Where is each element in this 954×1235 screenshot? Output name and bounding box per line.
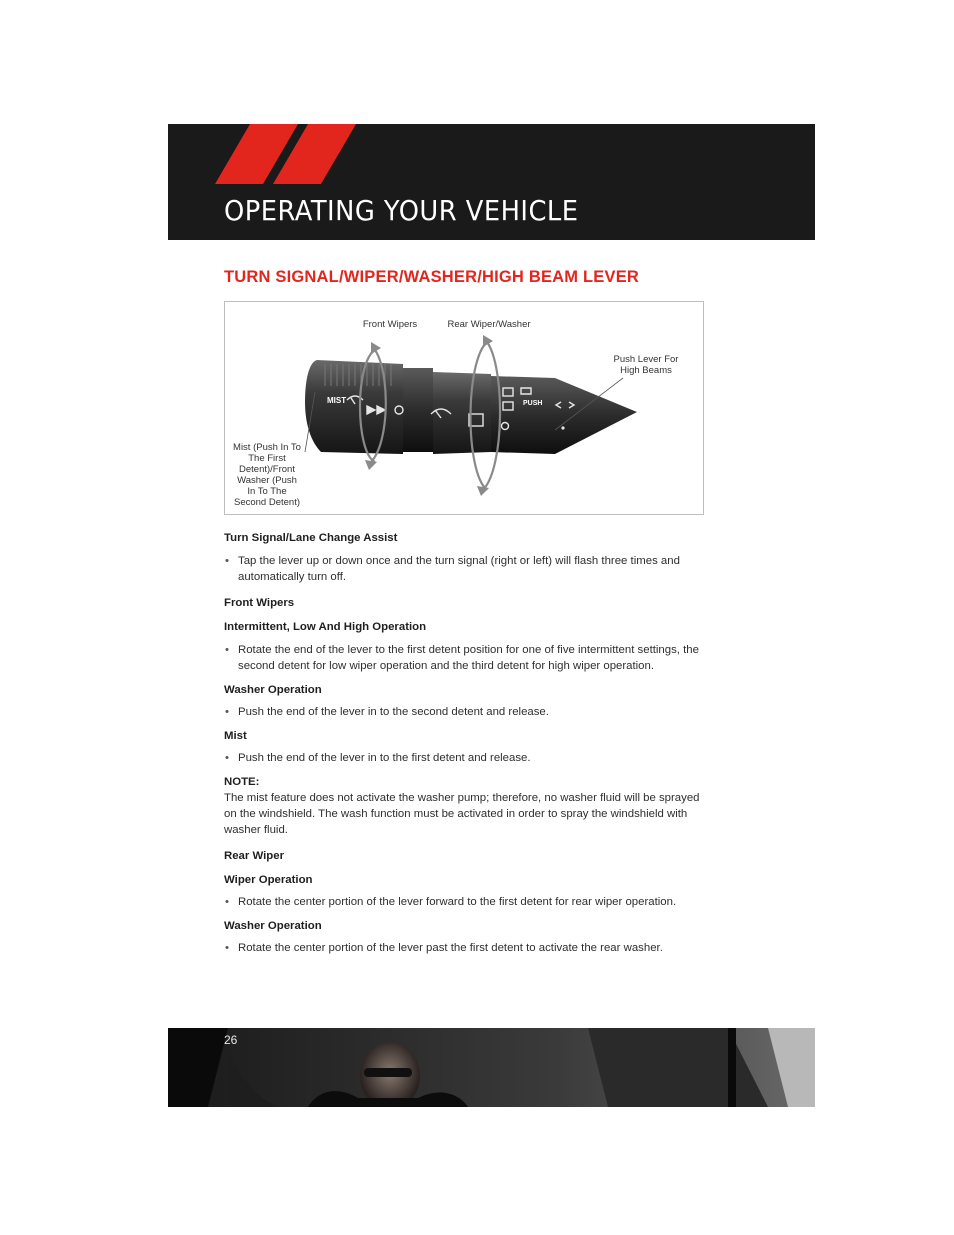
mist-heading: Mist [224, 730, 247, 742]
front-wipers-heading: Front Wipers [224, 597, 295, 609]
label-push-lever-line: Push Lever For [613, 354, 679, 365]
mist-bullet: • Push the end of the lever in to the first detent and release. [224, 750, 704, 766]
label-mist-line: The First [248, 453, 286, 464]
page-number: 26 [224, 1033, 238, 1047]
footer-photo [168, 1028, 815, 1107]
label-rear-wiper-washer: Rear Wiper/Washer [447, 319, 531, 330]
washer-bullet: • Push the end of the lever in to the second detent and release. [224, 704, 704, 720]
label-mist-line: Washer (Push [237, 475, 297, 486]
label-front-wipers: Front Wipers [362, 319, 418, 330]
rear-washer-heading: Washer Operation [224, 920, 322, 932]
label-mist [227, 442, 307, 508]
note-text: The mist feature does not activate the washer pump; therefore, no washer fluid will be sprayed on the windshield. The wash function must be activated in order to spray the windshield with washer fluid. [224, 792, 700, 836]
label-mist-line: Mist (Push In To [233, 442, 301, 453]
page-title: OPERATING YOUR VEHICLE [224, 194, 579, 227]
wiper-operation-heading: Wiper Operation [224, 874, 313, 886]
label-push-lever [603, 354, 689, 376]
label-mist-line: Detent)/Front [239, 464, 295, 475]
rear-wiper-heading: Rear Wiper [224, 850, 285, 862]
rear-washer-bullet: • Rotate the center portion of the lever past the first detent to activate the rear washer. [224, 940, 704, 956]
note-heading: NOTE: [224, 776, 260, 788]
intermittent-heading: Intermittent, Low And High Operation [224, 621, 427, 633]
lever-push-text: PUSH [523, 400, 543, 407]
label-mist-line: Second Detent) [233, 497, 300, 508]
lever-mist-text: MIST [327, 396, 347, 405]
intermittent-bullet: • Rotate the end of the lever to the first detent position for one of five intermittent settings, the second detent for low wiper operation and the third detent for high wiper operation. [224, 642, 704, 674]
washer-heading: Washer Operation [224, 684, 322, 696]
wiper-operation-bullet: • Rotate the center portion of the lever forward to the first detent for rear wiper operation. [224, 894, 704, 910]
header-band [168, 124, 815, 240]
label-mist-line: In To The [247, 486, 287, 497]
turn-signal-bullet: • Tap the lever up or down once and the turn signal (right or left) will flash three times and automatically turn off. [224, 553, 704, 585]
lever-figure [224, 301, 704, 515]
racing-stripes-logo [168, 124, 368, 194]
section-heading: TURN SIGNAL/WIPER/WASHER/HIGH BEAM LEVER [224, 268, 640, 286]
turn-signal-heading: Turn Signal/Lane Change Assist [224, 532, 398, 544]
label-push-lever-line: High Beams [620, 365, 672, 376]
footer-band [168, 1028, 815, 1107]
body-content [224, 530, 704, 956]
